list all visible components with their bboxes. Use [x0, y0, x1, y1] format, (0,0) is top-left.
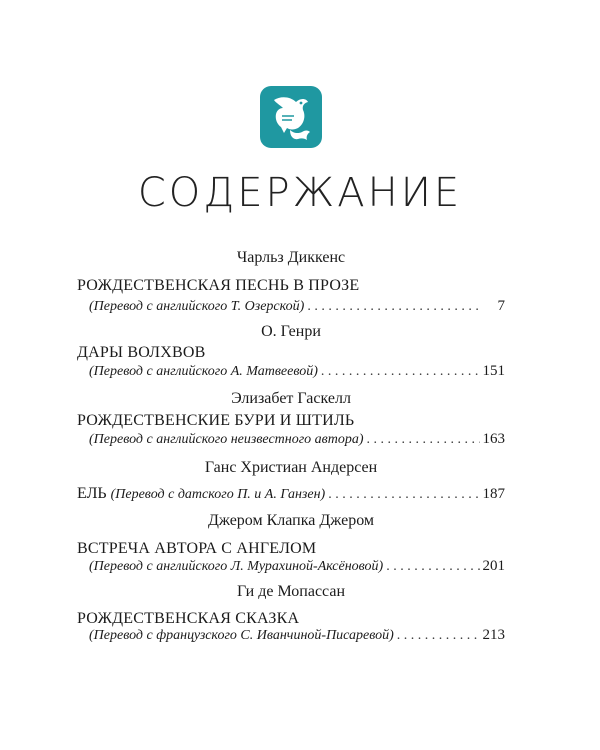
- author-name: Ги де Мопассан: [237, 583, 345, 600]
- page-number: 151: [482, 363, 505, 379]
- translation-note: (Перевод с датского П. и А. Ганзен): [110, 487, 326, 502]
- toc-line: [89, 361, 505, 381]
- translation-note: (Перевод с английского А. Матвеевой): [89, 364, 318, 379]
- page-title: СОДЕРЖАНИЕ: [137, 170, 463, 216]
- page-number: 7: [497, 298, 505, 314]
- dolphin-fish-emblem-icon: [260, 86, 322, 148]
- toc-line: [89, 296, 505, 316]
- author-name: Джером Клапка Джером: [207, 512, 375, 529]
- toc-line: [77, 484, 505, 504]
- toc-line: [89, 556, 505, 576]
- publisher-logo: [260, 86, 322, 148]
- translation-note: (Перевод с французского С. Иванчиной-Писаревой): [89, 628, 394, 643]
- translation-note: (Перевод с английского неизвестного автора): [89, 432, 364, 447]
- work-title: РОЖДЕСТВЕНСКАЯ ПЕСНЬ В ПРОЗЕ: [77, 277, 360, 294]
- page-number: 163: [482, 431, 505, 447]
- work-title: ВСТРЕЧА АВТОРА С АНГЕЛОМ: [77, 540, 317, 557]
- toc-line: [89, 429, 505, 449]
- work-title: РОЖДЕСТВЕНСКАЯ СКАЗКА: [77, 610, 300, 627]
- author-name: Ганс Христиан Андерсен: [204, 459, 378, 476]
- dot-leader: [321, 362, 480, 382]
- author-name: Чарльз Диккенс: [236, 249, 346, 266]
- page-number: 213: [482, 627, 505, 643]
- dot-leader: [307, 297, 480, 317]
- work-title: ЕЛЬ: [77, 485, 107, 502]
- translation-note: (Перевод с английского Т. Озерской): [89, 299, 305, 314]
- translation-note: (Перевод с английского Л. Мурахиной-Аксёновой): [89, 559, 384, 574]
- author-name: О. Генри: [261, 323, 321, 340]
- author-name: Элизабет Гаскелл: [231, 390, 351, 407]
- page-number: 201: [482, 558, 505, 574]
- dot-leader: [328, 485, 479, 505]
- work-title: РОЖДЕСТВЕНСКИЕ БУРИ И ШТИЛЬ: [77, 412, 355, 429]
- dot-leader: [397, 626, 480, 646]
- dot-leader: [386, 557, 479, 577]
- page-number: 187: [482, 486, 505, 502]
- dot-leader: [367, 430, 480, 450]
- work-title: ДАРЫ ВОЛХВОВ: [77, 344, 206, 361]
- toc-line: [89, 625, 505, 645]
